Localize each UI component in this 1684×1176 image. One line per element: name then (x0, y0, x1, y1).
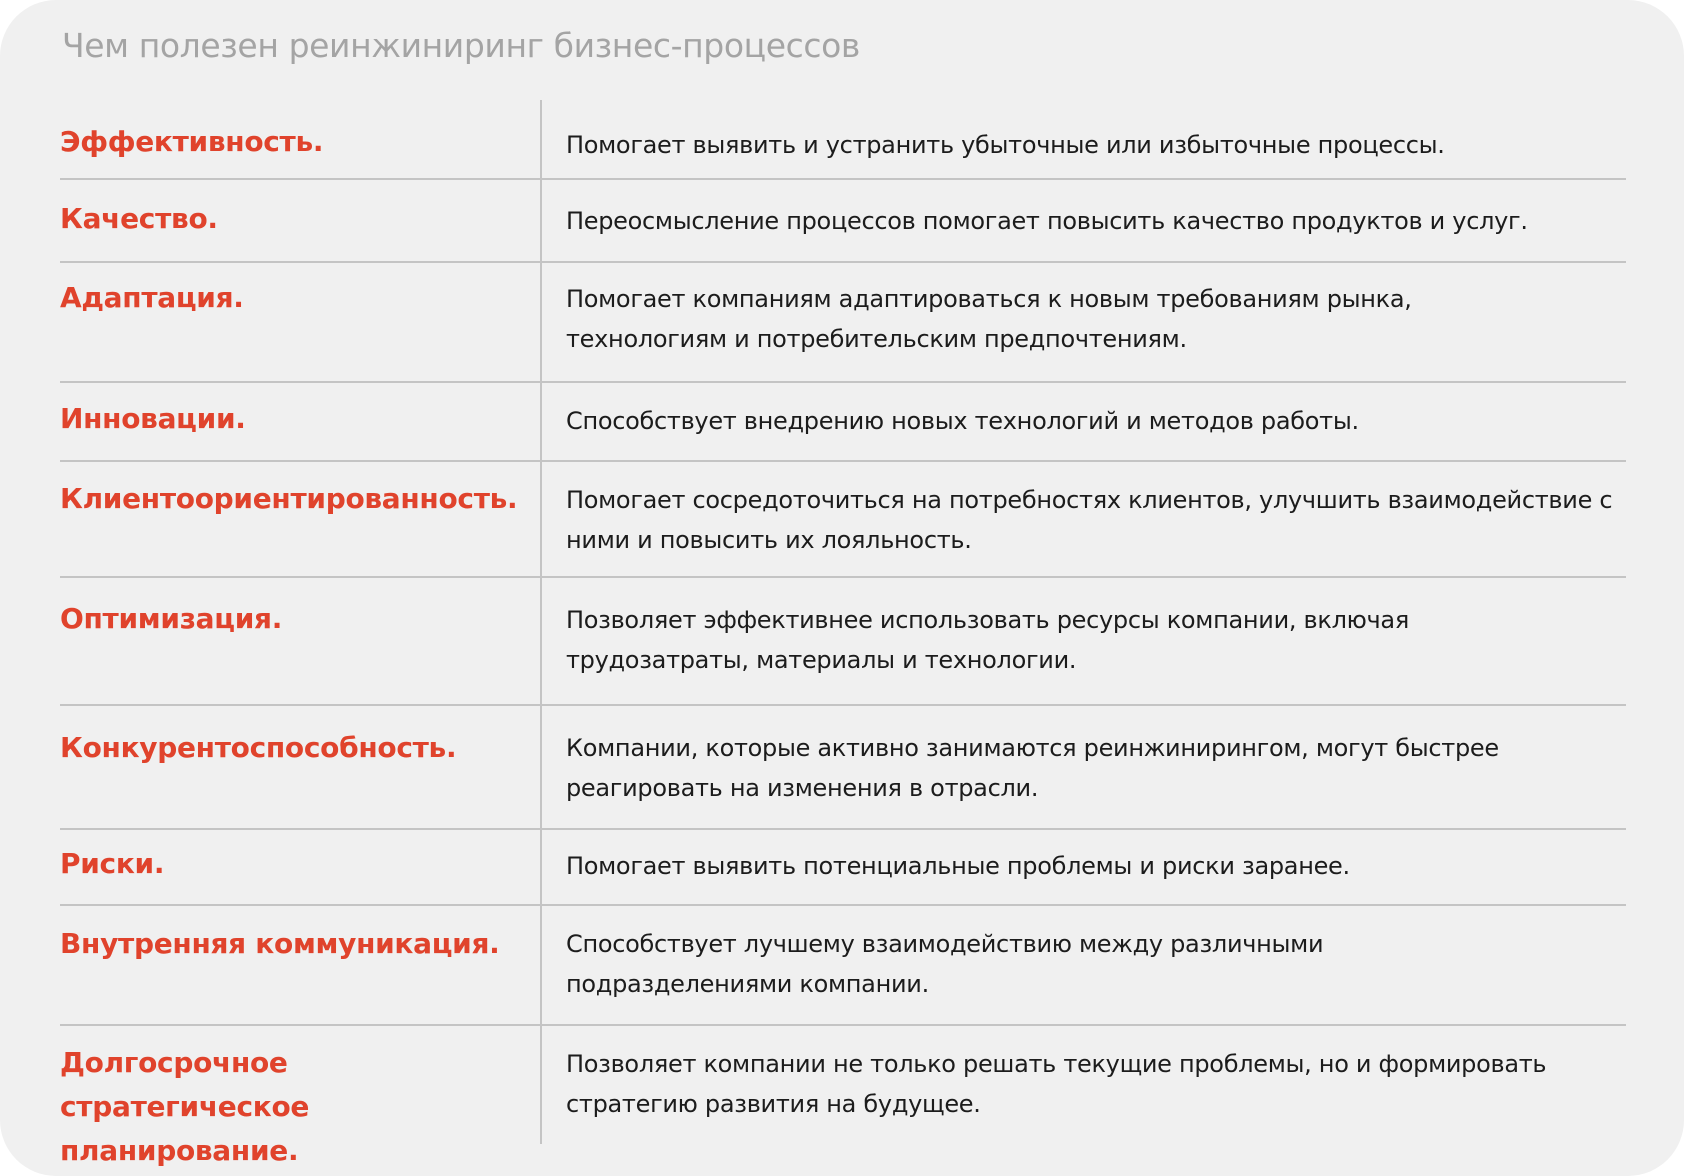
page-title: Чем полезен реинжиниринг бизнес-процессов (62, 26, 860, 65)
benefit-description: Позволяет эффективнее использовать ресурсы компании, включая трудозатраты, материалы и технологии. (566, 606, 1409, 674)
benefit-label: Конкурентоспособность. (60, 731, 457, 764)
benefit-label: Риски. (60, 847, 165, 880)
benefit-description: Помогает компаниям адаптироваться к новым требованиям рынка, технологиям и потребительским предпочтениям. (566, 285, 1412, 353)
table-row (60, 100, 1626, 180)
benefit-label: Эффективность. (60, 125, 324, 158)
table-row (60, 383, 1626, 462)
benefit-label: Инновации. (60, 402, 246, 435)
benefit-description: Способствует лучшему взаимодействию между различными подразделениями компании. (566, 930, 1324, 998)
benefit-label: Оптимизация. (60, 602, 283, 635)
benefit-description: Переосмысление процессов помогает повысить качество продуктов и услуг. (566, 207, 1528, 235)
table-row (60, 1026, 1626, 1167)
table-row (60, 830, 1626, 906)
table-row (60, 578, 1626, 706)
table-row (60, 706, 1626, 830)
benefit-description: Способствует внедрению новых технологий и методов работы. (566, 407, 1359, 435)
benefit-description: Помогает выявить и устранить убыточные или избыточные процессы. (566, 131, 1445, 159)
benefit-label: Клиентоориентированность. (60, 482, 518, 515)
table-row (60, 263, 1626, 383)
benefit-label: Адаптация. (60, 281, 244, 314)
benefit-label: Долгосрочное стратегическое планирование. (60, 1046, 310, 1167)
benefit-label: Внутренняя коммуникация. (60, 927, 500, 960)
benefit-description: Помогает сосредоточиться на потребностях клиентов, улучшить взаимодействие с ними и повысить их лояльность. (566, 486, 1613, 554)
benefit-label: Качество. (60, 202, 218, 235)
benefit-description: Компании, которые активно занимаются реинжинирингом, могут быстрее реагировать на изменения в отрасли. (566, 734, 1499, 802)
table-row (60, 906, 1626, 1026)
table-row (60, 180, 1626, 263)
benefit-description: Позволяет компании не только решать текущие проблемы, но и формировать стратегию развития на будущее. (566, 1050, 1547, 1118)
benefits-table (60, 100, 1626, 1167)
benefit-description: Помогает выявить потенциальные проблемы и риски заранее. (566, 852, 1350, 880)
table-row (60, 462, 1626, 578)
